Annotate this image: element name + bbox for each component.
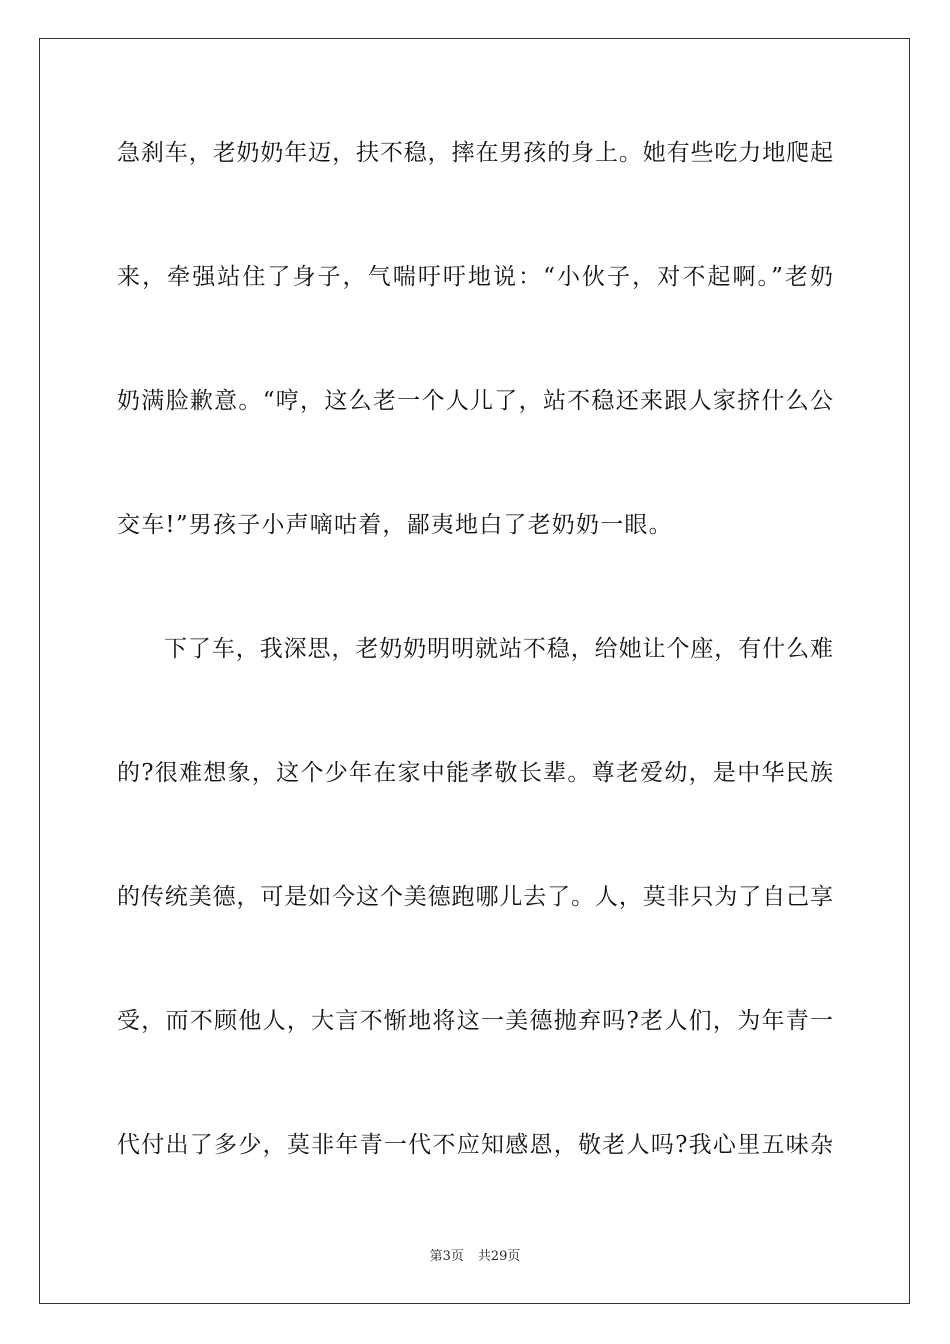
page-footer: [0, 1248, 950, 1266]
text-line: 代付出了多少，莫非年青一代不应知感恩，敬老人吗?我心里五味杂: [117, 1132, 833, 1158]
text-line: 受，而不顾他人，大言不惭地将这一美德抛弃吗?老人们，为年青一: [117, 1008, 833, 1034]
text-line: 的传统美德，可是如今这个美德跑哪儿去了。人，莫非只为了自己享: [117, 884, 833, 910]
page-number: 第3页: [429, 1249, 464, 1264]
page-frame: [39, 38, 910, 1304]
text-line: 的?很难想象，这个少年在家中能孝敬长辈。尊老爱幼，是中华民族: [117, 760, 833, 786]
text-line: 交车!”男孩子小声嘀咕着，鄙夷地白了老奶奶一眼。: [117, 512, 673, 538]
text-line: 下了车，我深思，老奶奶明明就站不稳，给她让个座，有什么难: [164, 636, 833, 662]
page-total: 共29页: [477, 1249, 521, 1264]
text-line: 奶满脸歉意。“哼，这么老一个人儿了，站不稳还来跟人家挤什么公: [117, 388, 833, 414]
text-line: 来，牵强站住了身子，气喘吁吁地说：“小伙子，对不起啊。”老奶: [117, 264, 833, 290]
text-line: 急刹车，老奶奶年迈，扶不稳，摔在男孩的身上。她有些吃力地爬起: [117, 140, 833, 166]
